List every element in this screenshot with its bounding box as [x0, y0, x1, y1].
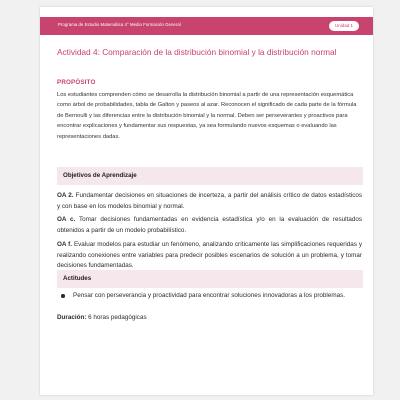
objectives-heading: Objetivos de Aprendizaje: [57, 167, 363, 185]
activity-title: Actividad 4: Comparación de la distribución binomial y la distribución normal: [57, 47, 337, 57]
objective-code: OA c.: [57, 216, 76, 223]
document-page: [40, 7, 373, 395]
objective-text: Tomar decisiones fundamentadas en evidencia estadística y/o en la evaluación de resultados obtenidos a partir de un modelo probabilístico.: [57, 216, 362, 234]
objective-text: Evaluar modelos para estudiar un fenómeno, analizando críticamente las simplificaciones requeridas y realizando conexiones entre variables para predecir posibles escenarios de solución a un problema, y tomar decisiones fundamentadas.: [57, 241, 363, 270]
objective-text: Fundamentar decisiones en situaciones de incerteza, a partir del análisis crítico de datos estadísticos y con base en los modelos binomial y normal.: [57, 192, 363, 210]
unit-badge: Unidad 1: [329, 21, 359, 31]
duration-label: Duración:: [57, 314, 87, 321]
objective-code: OA 2.: [57, 192, 74, 199]
duration-line: [57, 313, 147, 323]
objective-item: [57, 191, 362, 212]
bullet-icon: [61, 294, 65, 298]
attitude-item: Pensar con perseverancia y proactividad para encontrar soluciones innovadoras a los problemas.: [73, 292, 345, 299]
purpose-text: Los estudiantes comprenden cómo se desarrolla la distribución binomial a partir de una representación esquemática como árbol de probabilidades, tabla de Galton y paseos al azar. Reconocen el significado de cada parte de la fórmula de Bernoulli y las diferencias entre la distribución binomial y la normal. Deben ser perseverantes y proactivos para encontrar explicaciones y fundamentar sus respuestas, ya sea formulando nuevos esquemas o evaluando las representaciones dadas.: [57, 92, 357, 140]
program-name: Programa de Estudio Matemática 4° Medio Formación General: [58, 22, 181, 27]
duration-value: 6 horas pedagógicas: [88, 314, 147, 321]
attitudes-heading: Actitudes: [57, 270, 363, 288]
objective-code: OA f.: [57, 241, 72, 248]
objective-item: [57, 215, 362, 236]
objective-item: [57, 240, 362, 272]
purpose-label: PROPÓSITO: [57, 79, 96, 86]
header-bar: [40, 17, 373, 35]
